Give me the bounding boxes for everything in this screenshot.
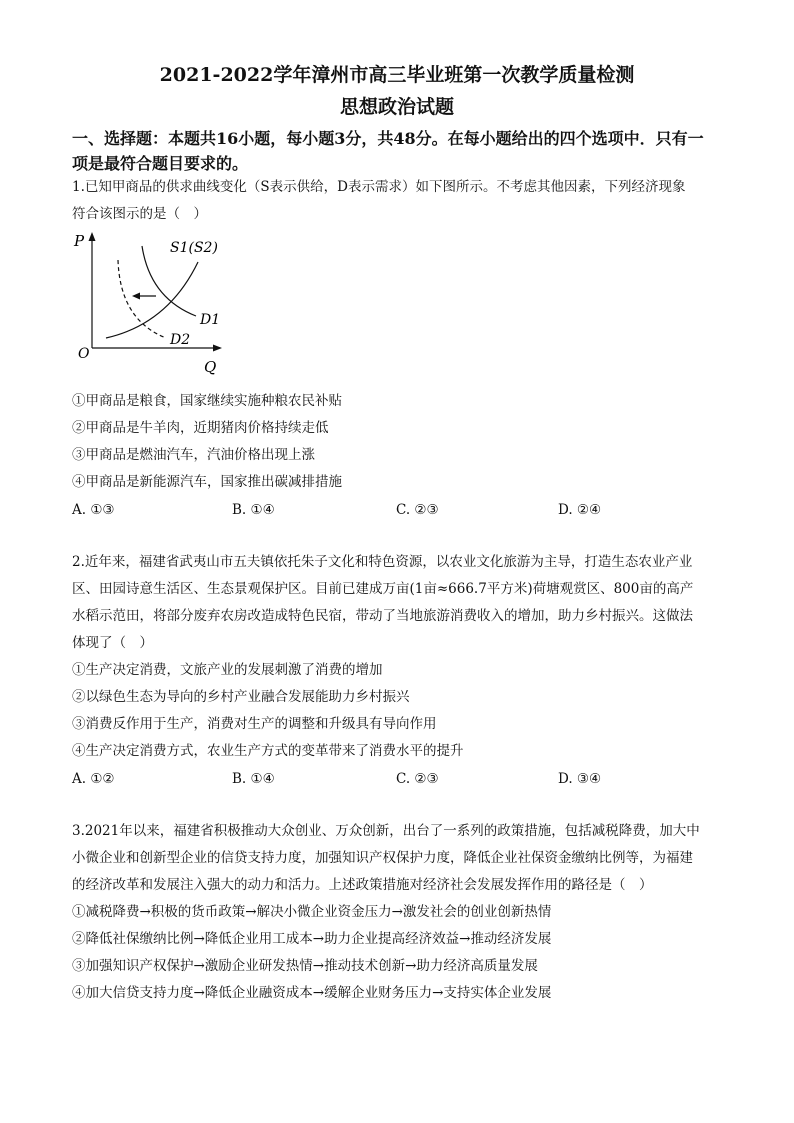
q2-item-1: ①生产决定消费，文旅产业的发展刺激了消费的增加 xyxy=(72,662,383,678)
q2-stem-line-1: 2.近年来，福建省武夷山市五夫镇依托朱子文化和特色资源，以农业文化旅游为主导，打造生态农业产业 xyxy=(72,554,693,570)
q2-option-b: B. ①④ xyxy=(232,771,275,787)
q1-item-3: ③甲商品是燃油汽车，汽油价格出现上涨 xyxy=(72,447,315,463)
section-heading xyxy=(72,126,732,176)
q3-item-2: ②降低社保缴纳比例→降低企业用工成本→助力企业提高经济效益→推动经济发展 xyxy=(72,931,552,947)
origin-label: O xyxy=(78,346,90,362)
q2-item-3: ③消费反作用于生产，消费对生产的调整和升级具有导向作用 xyxy=(72,716,437,732)
q1-stem-line-2: 符合该图示的是（ ） xyxy=(72,206,207,222)
q1-option-d: D. ②④ xyxy=(558,502,602,518)
exam-title: 2021-2022学年漳州市高三毕业班第一次教学质量检测 xyxy=(159,64,635,86)
q1-item-2: ②甲商品是牛羊肉，近期猪肉价格持续走低 xyxy=(72,420,329,436)
q3-stem-line-3: 的经济改革和发展注入强大的动力和活力。上述政策措施对经济社会发展发挥作用的路径是（ ） xyxy=(72,877,653,893)
q2-stem-line-2: 区、田园诗意生活区、生态景观保护区。目前已建成万亩(1亩≈666.7平方米)荷塘观赏区、800亩的高产 xyxy=(72,581,694,597)
q-axis-label: Q xyxy=(204,358,217,376)
shift-arrow-head xyxy=(132,293,140,300)
q2-stem-line-3: 水稻示范田，将部分废弃农房改造成特色民宿，带动了当地旅游消费收入的增加，助力乡村振兴。这做法 xyxy=(72,608,693,624)
q2-stem-line-4: 体现了（ ） xyxy=(72,635,153,651)
q2-option-a: A. ①② xyxy=(72,771,115,787)
supply-curve xyxy=(106,262,198,338)
y-axis-arrow xyxy=(89,232,96,241)
demand-curve-d2 xyxy=(118,260,166,338)
q2-item-2: ②以绿色生态为导向的乡村产业融合发展能助力乡村振兴 xyxy=(72,689,410,705)
q1-option-b: B. ①④ xyxy=(232,502,275,518)
q1-option-c: C. ②③ xyxy=(396,502,439,518)
q2-option-c: C. ②③ xyxy=(396,771,439,787)
d2-label: D2 xyxy=(170,332,191,348)
x-axis-arrow xyxy=(213,345,222,352)
q2-item-4: ④生产决定消费方式，农业生产方式的变革带来了消费水平的提升 xyxy=(72,743,464,759)
section-heading-line-2: 项是最符合题目要求的。 xyxy=(72,154,249,173)
p-axis-label: P xyxy=(74,232,85,250)
q3-stem-line-2: 小微企业和创新型企业的信贷支持力度，加强知识产权保护力度，降低企业社保资金缴纳比例等，为福建 xyxy=(72,850,693,866)
q1-item-4: ④甲商品是新能源汽车，国家推出碳减排措施 xyxy=(72,474,342,490)
q1-option-a: A. ①③ xyxy=(72,502,115,518)
q3-item-3: ③加强知识产权保护→激励企业研发热情→推动技术创新→助力经济高质量发展 xyxy=(72,958,538,974)
q1-stem-line-1: 1.已知甲商品的供求曲线变化（S表示供给，D表示需求）如下图所示。不考虑其他因素，下列经济现象 xyxy=(72,179,686,195)
d1-label: D1 xyxy=(200,312,221,328)
exam-subtitle: 思想政治试题 xyxy=(339,96,454,118)
q1-item-1: ①甲商品是粮食，国家继续实施种粮农民补贴 xyxy=(72,393,342,409)
q3-stem-line-1: 3.2021年以来，福建省积极推动大众创业、万众创新，出台了一系列的政策措施，包括减税降费，加大中 xyxy=(72,823,700,839)
q2-option-d: D. ③④ xyxy=(558,771,602,787)
q3-item-1: ①减税降费→积极的货币政策→解决小微企业资金压力→激发社会的创业创新热情 xyxy=(72,904,552,920)
supply-demand-graph xyxy=(72,228,232,378)
supply-label: S1(S2) xyxy=(170,240,218,256)
section-heading-line-1: 一、选择题：本题共16小题，每小题3分，共48分。在每小题给出的四个选项中．只有一 xyxy=(72,129,704,148)
q3-item-4: ④加大信贷支持力度→降低企业融资成本→缓解企业财务压力→支持实体企业发展 xyxy=(72,985,552,1001)
